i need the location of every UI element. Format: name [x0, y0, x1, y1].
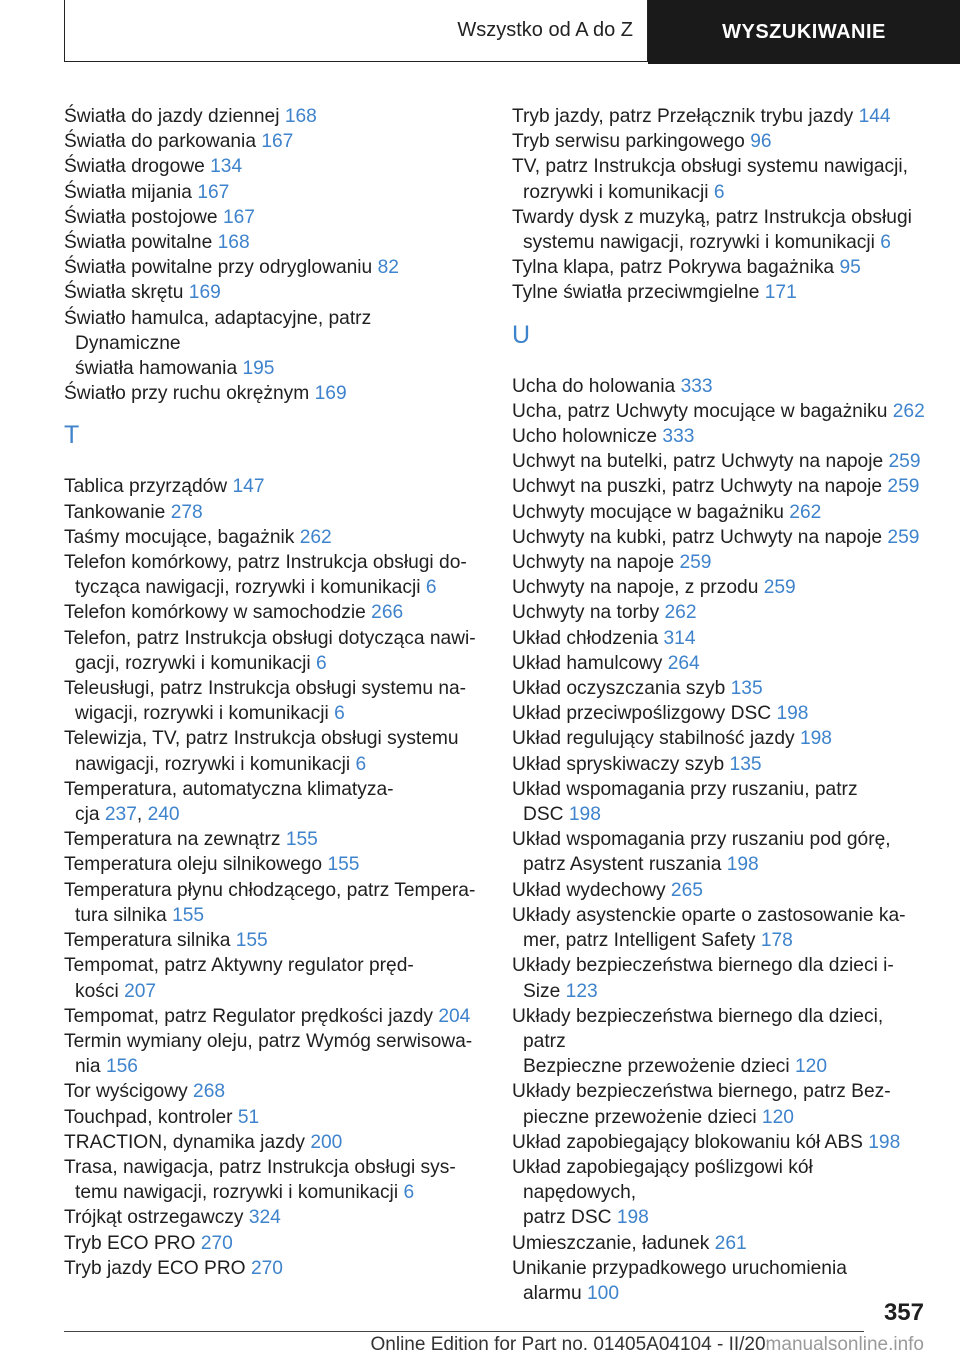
- index-entry: [64, 525, 479, 550]
- page-link[interactable]: 237: [104, 804, 137, 826]
- index-term: Uchwyt na puszki, patrz Uchwyty na napoje: [512, 476, 883, 498]
- page-link[interactable]: 156: [105, 1056, 138, 1078]
- index-entry: [64, 600, 479, 625]
- index-entry: [64, 550, 479, 600]
- index-term: Uchwyty na napoje, z przodu: [512, 577, 759, 599]
- index-entry: [64, 953, 479, 1003]
- index-entry: [64, 381, 479, 406]
- index-term: Taśmy mocujące, bagażnik: [64, 526, 295, 548]
- index-entry: [64, 726, 479, 776]
- index-term: Ucha, patrz Uchwyty mocujące w bagażniku: [512, 400, 888, 422]
- index-entry: [512, 449, 928, 474]
- index-entry: [512, 701, 928, 726]
- index-entry: [64, 474, 479, 499]
- page-link[interactable]: 265: [670, 879, 703, 901]
- page-link[interactable]: 82: [377, 257, 399, 279]
- page-link[interactable]: 51: [237, 1106, 260, 1128]
- index-entry: [64, 230, 479, 255]
- page-link[interactable]: 155: [285, 829, 318, 851]
- page-link[interactable]: 266: [371, 602, 404, 624]
- index-term: Światła postojowe: [64, 206, 218, 228]
- index-term: Tryb jazdy ECO PRO: [64, 1257, 246, 1279]
- page-link[interactable]: 167: [222, 206, 255, 228]
- page-link[interactable]: 6: [425, 577, 437, 599]
- index-term: Układ oczyszczania szyb: [512, 678, 726, 700]
- page-link[interactable]: 167: [197, 181, 230, 203]
- page-link[interactable]: 96: [750, 131, 772, 153]
- index-term: Światła do parkowania: [64, 131, 256, 153]
- index-entry: [512, 903, 928, 953]
- page-link[interactable]: 262: [789, 501, 822, 523]
- index-term: Układ chłodzenia: [512, 627, 659, 649]
- index-term: Telefon komórkowy, patrz Instrukcja obsługi do- tycząca nawigacji, rozrywki i komunikacji: [64, 552, 467, 599]
- page-link[interactable]: 168: [217, 232, 250, 254]
- page-link[interactable]: 6: [334, 703, 345, 725]
- index-term: Układ wspomagania przy ruszaniu, patrz DSC: [512, 778, 858, 826]
- page-link[interactable]: 261: [714, 1232, 747, 1254]
- page-link[interactable]: 200: [310, 1131, 343, 1153]
- page-link[interactable]: 270: [200, 1232, 233, 1254]
- page-link[interactable]: 169: [188, 282, 221, 304]
- page-link[interactable]: 262: [664, 602, 697, 624]
- index-entry: [64, 180, 479, 205]
- index-term: Układy bezpieczeństwa biernego, patrz Bez- pieczne przewożenie dzieci: [512, 1081, 891, 1128]
- index-entry: [64, 1079, 479, 1104]
- index-term: Telefon komórkowy w samochodzie: [64, 602, 366, 624]
- index-entry: [512, 1231, 928, 1256]
- index-entry: [512, 154, 928, 204]
- tab-a-to-z[interactable]: Wszystko od A do Z: [64, 0, 648, 62]
- page-link[interactable]: 6: [403, 1182, 415, 1204]
- index-term: Tylne światła przeciwmgielne: [512, 282, 760, 304]
- page-header: [64, 0, 960, 64]
- section-heading: T: [64, 421, 80, 450]
- index-entry: [512, 827, 928, 877]
- index-term: Umieszczanie, ładunek: [512, 1232, 710, 1254]
- index-entry: [64, 306, 479, 382]
- index-column-right: [512, 104, 928, 1306]
- index-term: Światła powitalne przy odryglowaniu: [64, 257, 373, 279]
- index-entry: [512, 626, 928, 651]
- index-entry: [64, 827, 479, 852]
- index-term: Tryb serwisu parkingowego: [512, 131, 745, 153]
- index-term: Uchwyty na napoje: [512, 552, 675, 574]
- index-term: Układ regulujący stabilność jazdy: [512, 728, 795, 750]
- index-entry: [512, 953, 928, 1003]
- index-entry: [512, 777, 928, 827]
- page-link[interactable]: 167: [261, 131, 294, 153]
- index-term: Tankowanie: [64, 501, 166, 523]
- index-term: Temperatura, automatyczna klimatyza- cja: [64, 778, 394, 826]
- index-entry: [64, 1105, 479, 1130]
- page-link[interactable]: 6: [315, 652, 327, 674]
- index-term: Układ spryskiwaczy szyb: [512, 753, 725, 775]
- index-entry: [64, 676, 479, 726]
- page-link[interactable]: 207: [124, 980, 157, 1002]
- index-term: Układ zapobiegający poślizgowi kół napędowych, patrz DSC: [512, 1156, 813, 1229]
- page-link[interactable]: 178: [760, 930, 793, 952]
- page-link[interactable]: 134: [210, 156, 243, 178]
- index-term: Teleusługi, patrz Instrukcja obsługi systemu na- wigacji, rozrywki i komunikacji: [64, 678, 467, 725]
- page-link[interactable]: 259: [887, 476, 920, 498]
- page-link[interactable]: 147: [232, 476, 265, 498]
- page-link[interactable]: 123: [565, 980, 598, 1002]
- page-link[interactable]: 333: [662, 426, 695, 448]
- index-entry: [64, 1231, 479, 1256]
- index-term: Uchwyt na butelki, patrz Uchwyty na napoje: [512, 451, 884, 473]
- index-term: TV, patrz Instrukcja obsługi systemu nawigacji, rozrywki i komunikacji: [512, 156, 909, 203]
- index-term: Uchwyty na kubki, patrz Uchwyty na napoje: [512, 526, 883, 548]
- index-entry: [64, 878, 479, 928]
- page-link[interactable]: 198: [726, 854, 759, 876]
- page-link[interactable]: 198: [568, 804, 601, 826]
- page-link[interactable]: 171: [764, 282, 797, 304]
- index-column-left: [64, 104, 479, 1281]
- page-link[interactable]: 268: [193, 1081, 226, 1103]
- index-term: Ucho holownicze: [512, 426, 658, 448]
- index-entry: [512, 129, 928, 154]
- index-term: Tylna klapa, patrz Pokrywa bagażnika: [512, 257, 835, 279]
- index-entry: [64, 1004, 479, 1029]
- page-link[interactable]: 198: [868, 1131, 901, 1153]
- index-entry: [64, 500, 479, 525]
- index-term: Układ zapobiegający blokowaniu kół ABS: [512, 1131, 863, 1153]
- index-entry: [512, 104, 928, 129]
- page-link[interactable]: 259: [887, 526, 920, 548]
- page-link[interactable]: 6: [880, 232, 891, 254]
- index-entry: [64, 1029, 479, 1079]
- page-link[interactable]: 333: [680, 375, 713, 397]
- page-link[interactable]: 259: [679, 552, 712, 574]
- index-entry: [512, 651, 928, 676]
- index-term: Temperatura oleju silnikowego: [64, 854, 323, 876]
- page-link[interactable]: 120: [794, 1056, 827, 1078]
- index-term: Układ wspomagania przy ruszaniu pod górę, patrz Asystent ruszania: [512, 829, 891, 876]
- page-link[interactable]: 240: [147, 804, 180, 826]
- index-entry: [64, 1256, 479, 1281]
- index-term: Tryb ECO PRO: [64, 1232, 196, 1254]
- index-term: Termin wymiany oleju, patrz Wymóg serwisowa- nia: [64, 1030, 473, 1078]
- page-link[interactable]: 259: [763, 577, 796, 599]
- page-link[interactable]: 6: [355, 753, 367, 775]
- index-term: Światło hamulca, adaptacyjne, patrz Dynamiczne światła hamowania: [64, 307, 372, 380]
- page-link[interactable]: 270: [250, 1257, 283, 1279]
- index-term: Trasa, nawigacja, patrz Instrukcja obsługi sys- temu nawigacji, rozrywki i komunikacji: [64, 1156, 456, 1204]
- index-entry: [512, 374, 928, 399]
- index-entry: [512, 1155, 928, 1231]
- index-term: Temperatura silnika: [64, 930, 231, 952]
- index-entry: [512, 474, 928, 499]
- footer-edition: Online Edition for Part no. 01405A04104 - II/20: [370, 1334, 766, 1355]
- index-entry: [64, 280, 479, 305]
- index-term: Układ hamulcowy: [512, 652, 663, 674]
- index-term: Unikanie przypadkowego uruchomienia alarmu: [512, 1257, 847, 1304]
- page-link[interactable]: 198: [799, 728, 832, 750]
- index-term: TRACTION, dynamika jazdy: [64, 1131, 305, 1153]
- index-entry: [64, 104, 479, 129]
- page-link[interactable]: 135: [729, 753, 762, 775]
- index-term: Trójkąt ostrzegawczy: [64, 1207, 244, 1229]
- index-term: Tryb jazdy, patrz Przełącznik trybu jazdy: [512, 106, 854, 127]
- index-entry: [512, 1004, 928, 1080]
- page-link[interactable]: 168: [284, 106, 317, 127]
- page-link[interactable]: 144: [858, 106, 891, 127]
- index-term: Tablica przyrządów: [64, 476, 228, 498]
- index-entry: [64, 626, 479, 676]
- page-link[interactable]: 155: [327, 854, 360, 876]
- page-link[interactable]: 169: [314, 383, 347, 405]
- index-term: Układy asystenckie oparte o zastosowanie ka- mer, patrz Intelligent Safety: [512, 904, 906, 952]
- page-link[interactable]: 278: [170, 501, 203, 523]
- index-term: Układy bezpieczeństwa biernego dla dzieci i- Size: [512, 955, 894, 1002]
- index-entry: [512, 424, 928, 449]
- index-entry: [64, 1155, 479, 1205]
- page-link[interactable]: 95: [839, 257, 861, 279]
- page-link[interactable]: 100: [587, 1282, 620, 1304]
- index-entry: [512, 726, 928, 751]
- index-entry: [64, 1205, 479, 1230]
- index-term: Twardy dysk z muzyką, patrz Instrukcja obsługi systemu nawigacji, rozrywki i komunikacji: [512, 206, 912, 254]
- page-link[interactable]: 262: [299, 526, 332, 548]
- index-term: Temperatura na zewnątrz: [64, 829, 281, 851]
- index-term: Tempomat, patrz Aktywny regulator pręd- kości: [64, 955, 414, 1002]
- index-term: Światła drogowe: [64, 156, 205, 178]
- page-link[interactable]: 135: [730, 678, 763, 700]
- index-entry: [64, 129, 479, 154]
- index-entry: [512, 399, 928, 424]
- page-link[interactable]: 195: [242, 358, 275, 380]
- index-entry: [64, 154, 479, 179]
- index-entry: [512, 500, 928, 525]
- page-link[interactable]: 204: [438, 1005, 471, 1027]
- index-term: Telewizja, TV, patrz Instrukcja obsługi systemu nawigacji, rozrywki i komunikacji: [64, 728, 459, 775]
- page-link[interactable]: 198: [776, 703, 809, 725]
- index-term: Układ wydechowy: [512, 879, 666, 901]
- page-link[interactable]: 120: [761, 1106, 794, 1128]
- index-term: Układy bezpieczeństwa biernego dla dzieci, patrz Bezpieczne przewożenie dzieci: [512, 1005, 884, 1078]
- index-entry: [64, 852, 479, 877]
- tab-search[interactable]: WYSZUKIWANIE: [648, 0, 960, 64]
- index-entry: [512, 280, 928, 305]
- index-entry: [512, 205, 928, 255]
- index-term: Temperatura płynu chłodzącego, patrz Tempera- tura silnika: [64, 879, 476, 926]
- index-term: Światła skrętu: [64, 282, 184, 304]
- index-term: Ucha do holowania: [512, 375, 676, 397]
- index-entry: Temperatura, automatyczna klimatyza- cja 237, 240: [64, 778, 394, 826]
- page-link[interactable]: 155: [235, 930, 268, 952]
- page-link[interactable]: 324: [248, 1207, 281, 1229]
- index-entry: [64, 255, 479, 280]
- index-term: Układ przeciwpoślizgowy DSC: [512, 703, 772, 725]
- index-term: Uchwyty mocujące w bagażniku: [512, 501, 784, 523]
- page-link[interactable]: 6: [713, 181, 725, 203]
- index-term: Światła powitalne: [64, 232, 213, 254]
- index-entry: [512, 525, 928, 550]
- index-entry: [512, 1130, 928, 1155]
- index-entry: [64, 205, 479, 230]
- footer: [280, 1334, 960, 1356]
- index-entry: [512, 255, 928, 280]
- page-link[interactable]: 198: [616, 1207, 649, 1229]
- section-heading: U: [512, 320, 531, 349]
- page-number: 357: [883, 1299, 924, 1326]
- index-term: Światło przy ruchu okrężnym: [64, 383, 310, 405]
- index-entry: [512, 1079, 928, 1129]
- index-entry: [512, 676, 928, 701]
- index-entry: [512, 575, 928, 600]
- index-term: Tor wyścigowy: [64, 1081, 188, 1103]
- index-term: Uchwyty na torby: [512, 602, 660, 624]
- footer-divider: [64, 1331, 864, 1332]
- index-entry: [512, 752, 928, 777]
- index-term: Światła do jazdy dziennej: [64, 106, 280, 127]
- index-term: Touchpad, kontroler: [64, 1106, 233, 1128]
- footer-brand: manualsonline.info: [765, 1334, 924, 1355]
- index-term: Telefon, patrz Instrukcja obsługi dotycząca nawi- gacji, rozrywki i komunikacji: [64, 627, 476, 674]
- index-term: Tempomat, patrz Regulator prędkości jazdy: [64, 1005, 433, 1027]
- page-link[interactable]: 259: [888, 451, 921, 473]
- page-link[interactable]: 314: [663, 627, 696, 649]
- index-entry: [512, 878, 928, 903]
- index-entry: [64, 928, 479, 953]
- index-entry: [64, 1130, 479, 1155]
- page-link[interactable]: 264: [667, 652, 700, 674]
- index-entry: [512, 550, 928, 575]
- page-link[interactable]: 262: [892, 400, 925, 422]
- page-link[interactable]: 155: [172, 904, 205, 926]
- index-entry: [512, 600, 928, 625]
- index-term: Światła mijania: [64, 181, 192, 203]
- index-entry: [512, 1256, 928, 1306]
